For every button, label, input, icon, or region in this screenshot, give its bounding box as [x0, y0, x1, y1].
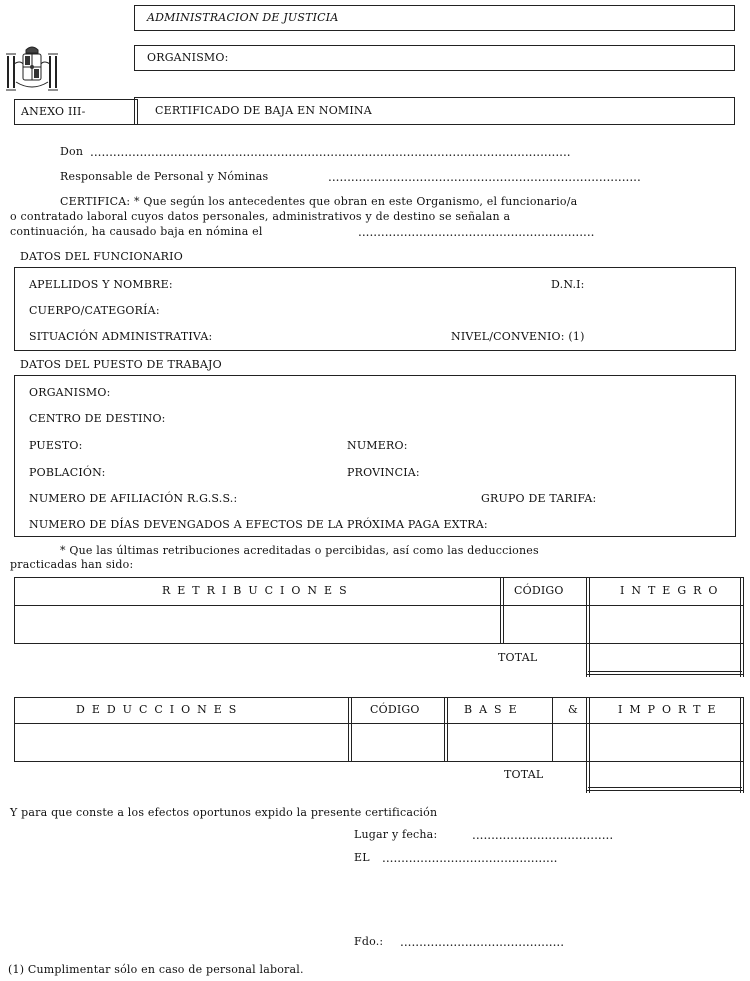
ampersand-header: & — [568, 703, 578, 716]
nivel-label: NIVEL/CONVENIO: (1) — [451, 330, 585, 343]
retrib-intro-line-2: practicadas han sido: — [10, 558, 134, 571]
anexo-box — [14, 99, 138, 125]
funcionario-box — [14, 267, 736, 351]
certifica-line-3-text: continuación, ha causado baja en nómina el — [10, 225, 263, 238]
retrib-codigo-header: CÓDIGO — [514, 584, 564, 597]
deduc-total-label: TOTAL — [504, 768, 544, 781]
retribuciones-header: RETRIBUCIONES — [162, 584, 354, 597]
dias-label: NUMERO DE DÍAS DEVENGADOS A EFECTOS DE LA PRÓXIMA PAGA EXTRA: — [29, 518, 488, 531]
baja-date-dots: .............................................................. — [358, 225, 595, 239]
deducciones-table — [14, 697, 744, 793]
certifica-line-3 — [10, 225, 670, 241]
certifica-line-1: CERTIFICA: * Que según los antecedentes que obran en este Organismo, el funcionario/a — [60, 195, 578, 208]
puesto-box — [14, 375, 736, 537]
fdo-label: Fdo.: — [354, 935, 384, 948]
anexo-label: ANEXO III- — [21, 105, 86, 118]
apellidos-label: APELLIDOS Y NOMBRE: — [29, 278, 173, 291]
retribuciones-table — [14, 577, 744, 677]
el-label: EL — [354, 851, 370, 864]
coat-of-arms-icon — [4, 42, 60, 94]
certifica-line-2: o contratado laboral cuyos datos personales, administrativos y de destino se señalan a — [10, 210, 511, 223]
fdo-line — [354, 935, 700, 951]
cuerpo-label: CUERPO/CATEGORÍA: — [29, 304, 160, 317]
certificado-box — [134, 97, 735, 125]
fdo-dots: ........................................... — [400, 935, 565, 949]
retrib-intro-line-1: * Que las últimas retribuciones acreditadas o percibidas, así como las deducciones — [60, 544, 539, 557]
dni-label: D.N.I: — [551, 278, 585, 291]
retrib-total-label: TOTAL — [498, 651, 538, 664]
el-line — [354, 851, 700, 867]
administracion-title: ADMINISTRACION DE JUSTICIA — [147, 11, 339, 24]
organismo-box — [134, 45, 735, 71]
centro-label: CENTRO DE DESTINO: — [29, 412, 166, 425]
responsable-dots: .................................................................................. — [328, 170, 641, 184]
footnote: (1) Cumplimentar sólo en caso de personal laboral. — [8, 963, 304, 976]
responsable-line — [60, 170, 748, 186]
provincia-label: PROVINCIA: — [347, 466, 420, 479]
puesto-section-title: DATOS DEL PUESTO DE TRABAJO — [20, 358, 222, 371]
administracion-box — [134, 5, 735, 31]
don-dots: .............................................................................................................................. — [90, 145, 571, 159]
don-label: Don — [60, 145, 84, 158]
funcionario-section-title: DATOS DEL FUNCIONARIO — [20, 250, 183, 263]
puesto-organismo-label: ORGANISMO: — [29, 386, 111, 399]
certificado-title: CERTIFICADO DE BAJA EN NOMINA — [155, 104, 372, 117]
situacion-label: SITUACIÓN ADMINISTRATIVA: — [29, 330, 213, 343]
lugar-label: Lugar y fecha: — [354, 828, 438, 841]
afiliacion-label: NUMERO DE AFILIACIÓN R.G.S.S.: — [29, 492, 238, 505]
el-dots: .............................................. — [382, 851, 558, 865]
numero-label: NUMERO: — [347, 439, 408, 452]
deducciones-header: DEDUCCIONES — [76, 703, 244, 716]
organismo-header-label: ORGANISMO: — [147, 51, 229, 64]
base-header: BASE — [464, 703, 524, 716]
don-line — [60, 145, 748, 161]
integro-header: INTEGRO — [620, 584, 725, 597]
responsable-label: Responsable de Personal y Nóminas — [60, 170, 269, 183]
lugar-line — [354, 828, 724, 844]
puesto-label: PUESTO: — [29, 439, 83, 452]
deduc-codigo-header: CÓDIGO — [370, 703, 420, 716]
grupo-label: GRUPO DE TARIFA: — [481, 492, 597, 505]
importe-header: IMPORTE — [618, 703, 723, 716]
poblacion-label: POBLACIÓN: — [29, 466, 106, 479]
consta-text: Y para que conste a los efectos oportunos expido la presente certificación — [10, 806, 438, 819]
lugar-dots: ..................................... — [472, 828, 614, 842]
